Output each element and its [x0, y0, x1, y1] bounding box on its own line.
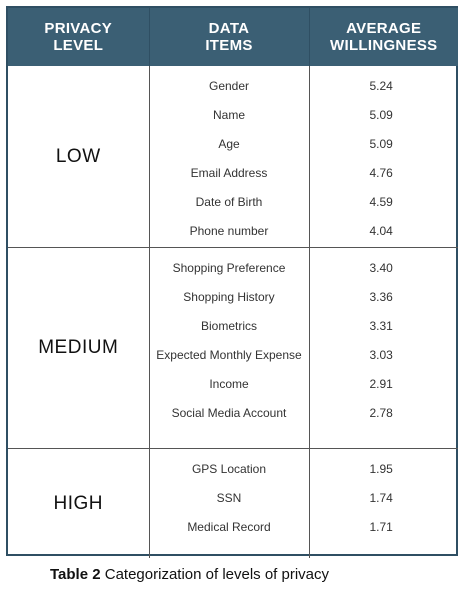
willingness-value: 3.40	[369, 261, 393, 275]
willingness-value: 2.78	[369, 406, 393, 420]
data-item: Shopping Preference	[172, 261, 286, 275]
table-header-row	[8, 8, 458, 66]
privacy-level-cell: MEDIUM	[8, 248, 149, 449]
table-group-high	[8, 449, 458, 559]
header-data-items-line-1: DATA	[208, 20, 250, 37]
data-items-list	[150, 66, 309, 246]
willingness-values-list	[310, 248, 459, 428]
data-items-cell	[149, 449, 309, 559]
data-item: Biometrics	[200, 319, 257, 333]
willingness-value: 5.09	[369, 137, 393, 151]
data-item: Social Media Account	[171, 406, 287, 420]
willingness-values-list	[310, 66, 459, 246]
willingness-value: 3.36	[369, 290, 393, 304]
willingness-value: 5.24	[369, 79, 393, 93]
table-group-low	[8, 66, 458, 248]
data-items-list	[150, 248, 309, 428]
data-item: Medical Record	[187, 520, 271, 534]
header-data-items	[149, 8, 309, 66]
willingness-value: 1.74	[369, 491, 393, 505]
table-caption-label: Table 2	[50, 566, 101, 583]
privacy-level-cell: LOW	[8, 66, 149, 248]
header-privacy-level-line-1: PRIVACY	[44, 20, 113, 37]
willingness-value: 1.95	[369, 462, 393, 476]
willingness-value: 1.71	[369, 520, 393, 534]
willingness-value: 5.09	[369, 108, 393, 122]
privacy-table-container	[6, 6, 458, 556]
data-item: Gender	[208, 79, 250, 93]
data-item: GPS Location	[191, 462, 267, 476]
data-item: Age	[218, 137, 240, 151]
header-average-willingness	[309, 8, 458, 66]
data-item: Shopping History	[183, 290, 275, 304]
data-item: SSN	[216, 491, 242, 505]
data-item: Date of Birth	[195, 195, 263, 209]
data-item: Phone number	[189, 224, 269, 238]
willingness-value: 3.03	[369, 348, 393, 362]
header-data-items-line-2: ITEMS	[205, 37, 253, 54]
willingness-value: 4.76	[369, 166, 393, 180]
data-item: Email Address	[190, 166, 268, 180]
willingness-value: 4.59	[369, 195, 393, 209]
table-group-medium	[8, 248, 458, 449]
table-caption-text: Categorization of levels of privacy	[100, 566, 330, 583]
willingness-value: 3.31	[369, 319, 393, 333]
header-privacy-level-line-2: LEVEL	[53, 37, 104, 54]
willingness-value: 4.04	[369, 224, 393, 238]
willingness-cell	[309, 449, 458, 559]
willingness-value: 2.91	[369, 377, 393, 391]
willingness-cell	[309, 248, 458, 449]
willingness-cell	[309, 66, 458, 248]
privacy-level-cell: HIGH	[8, 449, 149, 559]
data-items-list	[150, 449, 309, 542]
data-items-cell	[149, 66, 309, 248]
willingness-values-list	[310, 449, 459, 542]
data-item: Expected Monthly Expense	[156, 348, 302, 362]
header-average-willingness-line-2: WILLINGNESS	[330, 37, 438, 54]
data-items-cell	[149, 248, 309, 449]
table-caption	[50, 566, 329, 583]
header-average-willingness-line-1: AVERAGE	[346, 20, 422, 37]
data-item: Name	[212, 108, 245, 122]
header-privacy-level	[8, 8, 149, 66]
data-item: Income	[209, 377, 249, 391]
privacy-levels-table	[8, 8, 458, 558]
